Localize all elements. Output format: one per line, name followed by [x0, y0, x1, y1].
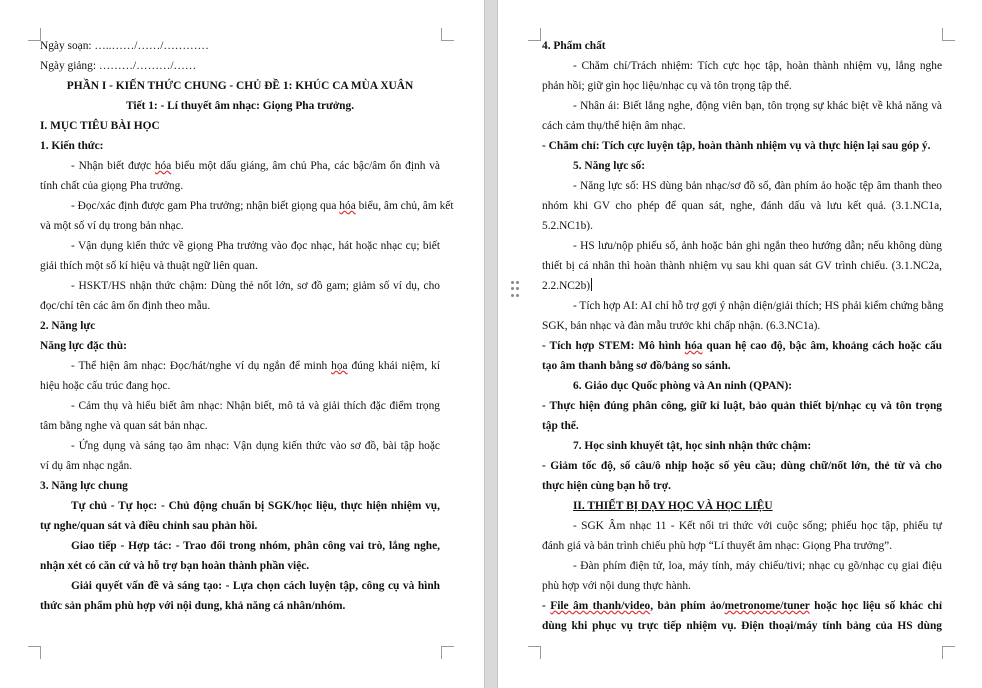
- page-gutter: [484, 0, 498, 688]
- text-line-content: đánh giá và bản trình chiếu phù hợp “Lí thuyết âm nhạc: Giọng Pha trưởng”.: [542, 540, 893, 552]
- text-line[interactable]: [40, 76, 440, 96]
- text-line-content: - Nhận biết được hóa biểu một dấu giáng, âm chủ Pha, các bậc/âm ổn định và: [71, 160, 440, 172]
- text-line[interactable]: [542, 336, 942, 356]
- text-line-content: cách cảm thụ/thể hiện âm nhạc.: [542, 120, 686, 132]
- text-line[interactable]: [40, 536, 440, 556]
- text-line-content: 2. Năng lực: [40, 320, 96, 332]
- text-line-content: - Vận dụng kiến thức về giọng Pha trưởng vào đọc nhạc, hát hoặc nhạc cụ; biết: [71, 240, 440, 252]
- text-line[interactable]: [542, 416, 942, 436]
- text-line-content: dùng khi phục vụ trực tiếp nhiệm vụ. Điện thoại/máy tính bảng của HS dùng: [542, 620, 942, 632]
- text-line-content: phản hồi; giữ gìn học liệu/nhạc cụ và tôn trọng tập thể.: [542, 80, 792, 92]
- text-line-content: - Giảm tốc độ, số câu/ô nhịp hoặc số yêu cầu; dùng chữ/nốt lớn, thẻ từ và cho: [542, 460, 942, 472]
- text-line-content: - Đọc/xác định được gam Pha trưởng; nhận biết giọng qua hóa biểu, âm chủ, âm kết: [71, 200, 454, 212]
- text-line[interactable]: [40, 476, 440, 496]
- text-line[interactable]: [542, 496, 942, 516]
- text-line-content: Tự chủ - Tự học: - Chủ động chuẩn bị SGK/học liệu, thực hiện nhiệm vụ,: [71, 500, 440, 512]
- text-line[interactable]: [542, 576, 942, 596]
- text-line[interactable]: [40, 576, 440, 596]
- text-line[interactable]: [542, 596, 942, 616]
- text-line[interactable]: [40, 96, 440, 116]
- text-line[interactable]: [40, 336, 440, 356]
- text-line[interactable]: [542, 556, 942, 576]
- text-line-content: - Tích hợp AI: AI chỉ hỗ trợ gợi ý nhận diện/giải thích; HS phải kiểm chứng bằng: [573, 300, 944, 312]
- text-line-content: Giải quyết vấn đề và sáng tạo: - Lựa chọn cách luyện tập, công cụ và hình: [71, 580, 440, 592]
- margin-corner-mark: [942, 28, 955, 41]
- text-line-content: 2.2.NC2b): [542, 280, 591, 292]
- text-line-content: đọc/chỉ tên các âm ổn định theo mẫu.: [40, 300, 211, 312]
- document-page-right[interactable]: [498, 0, 982, 688]
- text-line-content: - Chăm chỉ: Tích cực luyện tập, hoàn thành nhiệm vụ và thực hiện lại sau góp ý.: [542, 140, 931, 152]
- page-text-body[interactable]: [542, 36, 942, 636]
- text-line-content: nhận xét có căn cứ và hỗ trợ bạn hoàn thành phần việc.: [40, 560, 310, 572]
- text-line[interactable]: [542, 216, 942, 236]
- text-line[interactable]: [40, 196, 454, 216]
- margin-corner-mark: [441, 646, 454, 659]
- text-line-content: 3. Năng lực chung: [40, 480, 128, 492]
- text-line-content: ví dụ âm nhạc ngắn.: [40, 460, 133, 472]
- text-line[interactable]: [40, 496, 440, 516]
- text-line-content: tính chất của giọng Pha trưởng.: [40, 180, 184, 192]
- text-line[interactable]: [40, 456, 440, 476]
- text-line[interactable]: [40, 216, 440, 236]
- text-line-content: 5.2.NC1b).: [542, 220, 593, 232]
- text-line-content: và một số ví dụ trong bản nhạc.: [40, 220, 184, 232]
- text-line[interactable]: [542, 356, 942, 376]
- text-line-content: 7. Học sinh khuyết tật, học sinh nhận thức chậm:: [573, 440, 812, 452]
- margin-corner-mark: [441, 28, 454, 41]
- margin-corner-mark: [942, 646, 955, 659]
- text-line-content: I. MỤC TIÊU BÀI HỌC: [40, 120, 160, 132]
- text-line[interactable]: [542, 296, 942, 316]
- text-line[interactable]: [542, 476, 942, 496]
- text-line[interactable]: [542, 196, 942, 216]
- text-line[interactable]: [40, 596, 440, 616]
- text-line-content: - Chăm chỉ/Trách nhiệm: Tích cực học tập, hoàn thành nhiệm vụ, lắng nghe: [573, 60, 942, 72]
- text-line-content: nhóm khi GV cho phép để quan sát, nghe, đánh dấu và lưu kết quả. (3.1.NC1a,: [542, 200, 942, 212]
- text-line-content: tập thể.: [542, 420, 579, 432]
- text-line-content: - Thực hiện đúng phân công, giữ kỉ luật, bảo quản thiết bị/nhạc cụ và tôn trọng: [542, 400, 942, 412]
- text-line-content: 4. Phẩm chất: [542, 40, 606, 52]
- text-line-content: - File âm thanh/video, bản phím ảo/metronome/tuner hoặc học liệu số khác chỉ: [542, 600, 942, 612]
- text-line[interactable]: [542, 116, 942, 136]
- text-line-content: PHẦN I - KIẾN THỨC CHUNG - CHỦ ĐỀ 1: KHÚC CA MÙA XUÂN: [66, 80, 414, 92]
- text-line[interactable]: [542, 236, 942, 256]
- text-line-content: phù hợp với nội dung thực hành.: [542, 580, 691, 592]
- text-line[interactable]: [40, 136, 440, 156]
- text-line[interactable]: [542, 256, 942, 276]
- text-line-content: 6. Giáo dục Quốc phòng và An ninh (QPAN):: [573, 380, 793, 392]
- text-line[interactable]: [40, 36, 440, 56]
- text-line-content: tạo âm thanh bằng sơ đồ/bảng so sánh.: [542, 360, 731, 372]
- text-line-content: tự nghe/quan sát và điều chỉnh sau phản hồi.: [40, 520, 258, 532]
- text-line-content: - HSKT/HS nhận thức chậm: Dùng thẻ nốt lớn, sơ đồ gam; giảm số ví dụ, cho: [71, 280, 440, 292]
- text-line-content: - Đàn phím điện tử, loa, máy tính, máy chiếu/tivi; nhạc cụ gõ/nhạc cụ giai điệu: [573, 560, 942, 572]
- document-page-left[interactable]: [0, 0, 484, 688]
- text-line-content: hiệu hoặc cấu trúc đang học.: [40, 380, 171, 392]
- text-line-content: - SGK Âm nhạc 11 - Kết nối tri thức với cuộc sống; phiếu học tập, phiếu tự: [573, 520, 942, 532]
- text-line-content: Tiết 1: - Lí thuyết âm nhạc: Giọng Pha trưởng.: [125, 100, 355, 112]
- text-line[interactable]: [40, 556, 440, 576]
- text-line-content: - HS lưu/nộp phiếu số, ảnh hoặc bản ghi ngắn theo hướng dẫn; nếu không dùng: [573, 240, 942, 252]
- text-line[interactable]: [542, 176, 942, 196]
- text-line[interactable]: [542, 56, 942, 76]
- text-line[interactable]: [542, 76, 942, 96]
- text-line[interactable]: [40, 436, 440, 456]
- text-line[interactable]: [542, 36, 942, 56]
- text-line-content: 1. Kiến thức:: [40, 140, 104, 152]
- text-line[interactable]: [542, 136, 942, 156]
- text-line[interactable]: [542, 436, 942, 456]
- text-line-content: thực hiện cùng bạn hỗ trợ.: [542, 480, 671, 492]
- text-line[interactable]: [40, 276, 440, 296]
- text-line[interactable]: [40, 236, 440, 256]
- text-line[interactable]: [40, 356, 440, 376]
- text-line-content: thức sản phẩm phù hợp với nội dung, khả năng cá nhân/nhóm.: [40, 600, 346, 612]
- text-line-content: Năng lực đặc thù:: [40, 340, 127, 352]
- text-line[interactable]: [40, 56, 440, 76]
- text-line-content: thiết bị cá nhân thì hoàn thành nhiệm vụ sau khi quan sát GV trình chiếu. (3.1.NC2a,: [542, 260, 942, 272]
- text-line[interactable]: [40, 296, 440, 316]
- text-line-content: II. THIẾT BỊ DẠY HỌC VÀ HỌC LIỆU: [573, 500, 773, 512]
- text-line[interactable]: [40, 156, 440, 176]
- text-line[interactable]: [542, 396, 942, 416]
- text-line[interactable]: [40, 256, 440, 276]
- text-line[interactable]: [40, 396, 440, 416]
- text-line-content: - Thể hiện âm nhạc: Đọc/hát/nghe ví dụ ngắn để minh họa đúng khái niệm, kí: [71, 360, 440, 372]
- text-line-content: SGK, bản nhạc và đàn mẫu trước khi chấp nhận. (6.3.NC1a).: [542, 320, 821, 332]
- text-line[interactable]: [542, 376, 942, 396]
- text-line[interactable]: [542, 156, 942, 176]
- text-line-content: Ngày soạn: …..……/……/…………: [40, 40, 209, 52]
- drag-handle-icon[interactable]: [511, 281, 521, 297]
- text-line[interactable]: [40, 416, 440, 436]
- text-line-content: - Cảm thụ và hiểu biết âm nhạc: Nhận biết, mô tả và giải thích đặc điểm trọng: [71, 400, 440, 412]
- text-line-content: Ngày giảng: ………/………/……: [40, 60, 197, 72]
- page-text-body[interactable]: [40, 36, 454, 616]
- text-line[interactable]: [40, 516, 440, 536]
- text-line-content: - Ứng dụng và sáng tạo âm nhạc: Vận dụng kiến thức vào sơ đồ, bài tập hoặc: [71, 440, 440, 452]
- margin-corner-mark: [28, 646, 41, 659]
- text-line-content: - Năng lực số: HS dùng bản nhạc/sơ đồ số, đàn phím ảo hoặc tệp âm thanh theo: [573, 180, 942, 192]
- text-line[interactable]: [542, 536, 942, 556]
- text-line-content: tâm bằng nghe và quan sát bản nhạc.: [40, 420, 208, 432]
- text-cursor: [591, 278, 592, 291]
- text-line[interactable]: [542, 456, 942, 476]
- text-line-content: Giao tiếp - Hợp tác: - Trao đổi trong nhóm, phân công vai trò, lắng nghe,: [71, 540, 440, 552]
- text-line-content: 5. Năng lực số:: [573, 160, 646, 172]
- text-line[interactable]: [542, 516, 942, 536]
- text-line[interactable]: [542, 316, 942, 336]
- text-line[interactable]: [542, 616, 942, 636]
- text-line[interactable]: [542, 276, 942, 296]
- text-line[interactable]: [40, 116, 440, 136]
- margin-corner-mark: [528, 646, 541, 659]
- margin-corner-mark: [528, 28, 541, 41]
- text-line[interactable]: [40, 176, 440, 196]
- text-line[interactable]: [40, 316, 440, 336]
- text-line-content: - Nhân ái: Biết lắng nghe, động viên bạn, tôn trọng sự khác biệt về khả năng và: [573, 100, 942, 112]
- text-line-content: giải thích một số kí hiệu và thuật ngữ liên quan.: [40, 260, 258, 272]
- text-line-content: - Tích hợp STEM: Mô hình hóa quan hệ cao độ, bậc âm, khoảng cách hoặc cấu: [542, 340, 943, 352]
- text-line[interactable]: [40, 376, 440, 396]
- text-line[interactable]: [542, 96, 942, 116]
